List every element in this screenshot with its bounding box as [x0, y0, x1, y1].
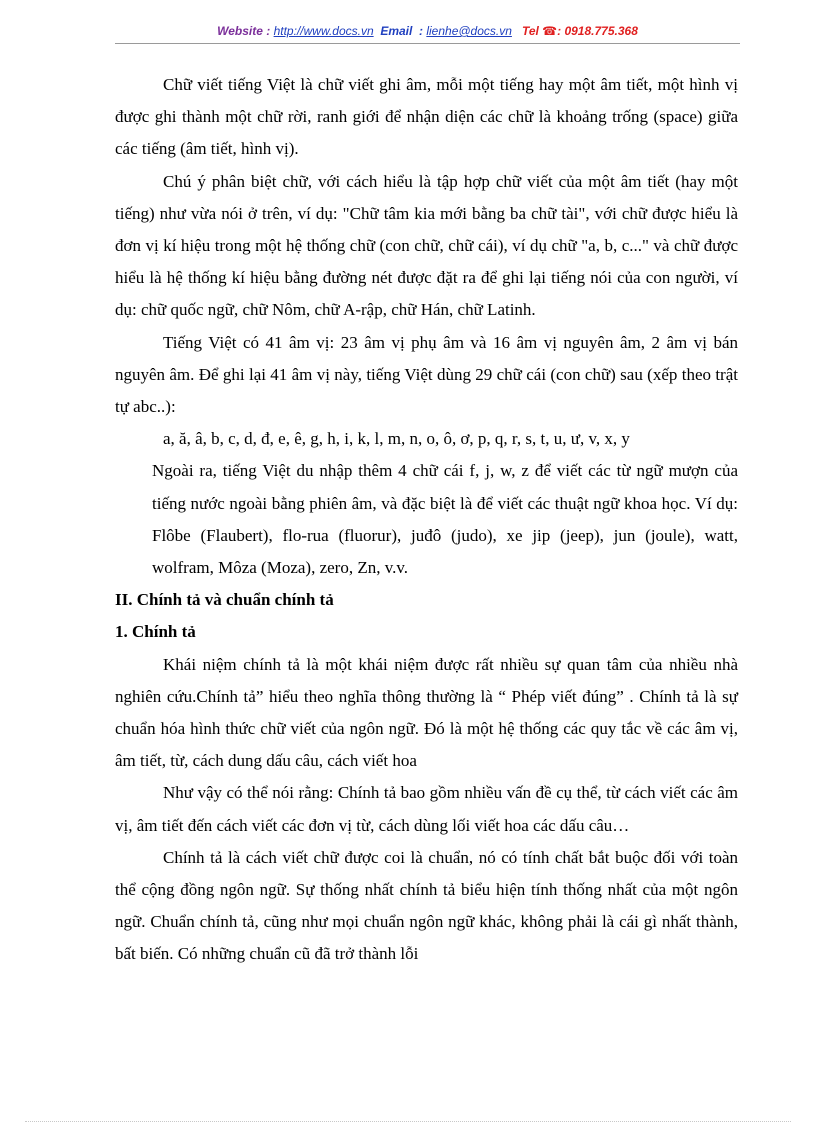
tel-number: : 0918.775.368: [557, 24, 638, 38]
email-link[interactable]: lienhe@docs.vn: [426, 24, 512, 38]
header-divider: [115, 43, 740, 44]
paragraph-orthography-standard: Chính tả là cách viết chữ được coi là chuẩn, nó có tính chất bắt buộc đối với toàn thể cộng đồng ngôn ngữ. Sự thống nhất chính tả biểu hiện tính thống nhất của một ngôn ngữ. Chuẩn chính tả, cũng như mọi chuẩn ngôn ngữ khác, không phải là cái gì nhất thành, bất biến. Có những chuẩn cũ đã trở thành lỗi: [115, 847, 738, 964]
section-heading-ii: II. Chính tả và chuẩn chính tả: [115, 590, 334, 610]
paragraph-orthography-scope: Như vậy có thể nói rằng: Chính tả bao gồm nhiều vấn đề cụ thể, từ cách viết các âm vị, âm tiết đến cách viết các đơn vị từ, cách dùng lối viết hoa các dấu câu…: [115, 783, 738, 835]
footer-divider: [25, 1121, 791, 1122]
website-separator: :: [262, 24, 274, 38]
phone-icon: ☎: [538, 24, 558, 38]
paragraph-word-distinction: Chú ý phân biệt chữ, với cách hiểu là tập hợp chữ viết của một âm tiết (hay một tiếng) như vừa nói ở trên, ví dụ: "Chữ tâm kia mới bằng ba chữ tài", với chữ được hiểu là đơn vị kí hiệu trong một hệ thống chữ (con chữ, chữ cái), ví dụ chữ "a, b, c..." và chữ được hiểu là hệ thống kí hiệu bằng đường nét được đặt ra để ghi lại tiếng nói của con người, ví dụ: chữ quốc ngữ, chữ Nôm, chữ A-rập, chữ Hán, chữ Latinh.: [115, 171, 738, 320]
page-header: [115, 24, 740, 38]
alphabet-list: a, ă, â, b, c, d, đ, e, ê, g, h, i, k, l, m, n, o, ô, ơ, p, q, r, s, t, u, ư, v, x, y: [163, 429, 630, 449]
document-body: [115, 69, 738, 971]
email-label: Email: [380, 24, 413, 38]
email-separator: :: [415, 24, 427, 38]
paragraph-orthography-concept: Khái niệm chính tả là một khái niệm được rất nhiều sự quan tâm của nhiều nhà nghiên cứu.Chính tả” hiểu theo nghĩa thông thường là “ Phép viết đúng” . Chính tả là sự chuẩn hóa hình thức chữ viết của ngôn ngữ. Đó là một hệ thống các quy tắc về các âm vị, âm tiết, từ, cách dung dấu câu, cách viết hoa: [115, 654, 738, 771]
subsection-heading-1: 1. Chính tả: [115, 622, 196, 642]
website-link[interactable]: http://www.docs.vn: [273, 24, 374, 38]
paragraph-phonemes: Tiếng Việt có 41 âm vị: 23 âm vị phụ âm và 16 âm vị nguyên âm, 2 âm vị bán nguyên âm. Để ghi lại 41 âm vị này, tiếng Việt dùng 29 chữ cái (con chữ) sau (xếp theo trật tự abc..):: [115, 332, 738, 417]
tel-label: Tel: [521, 24, 539, 38]
paragraph-borrowed-letters: Ngoài ra, tiếng Việt du nhập thêm 4 chữ cái f, j, w, z để viết các từ ngữ mượn của tiếng nước ngoài bằng phiên âm, và đặc biệt là để viết các thuật ngữ khoa học. Ví dụ: Flôbe (Flaubert), flo-rua (fluorur), juđô (judo), xe jip (jeep), jun (joule), watt, wolfram, Môza (Moza), zero, Zn, v.v.: [152, 461, 738, 578]
paragraph-writing-system: Chữ viết tiếng Việt là chữ viết ghi âm, mỗi một tiếng hay một âm tiết, một hình vị được ghi thành một chữ rời, ranh giới để nhận diện các chữ là khoảng trống (space) giữa các tiếng (âm tiết, hình vị).: [115, 75, 738, 159]
website-label: Website: [217, 24, 263, 38]
